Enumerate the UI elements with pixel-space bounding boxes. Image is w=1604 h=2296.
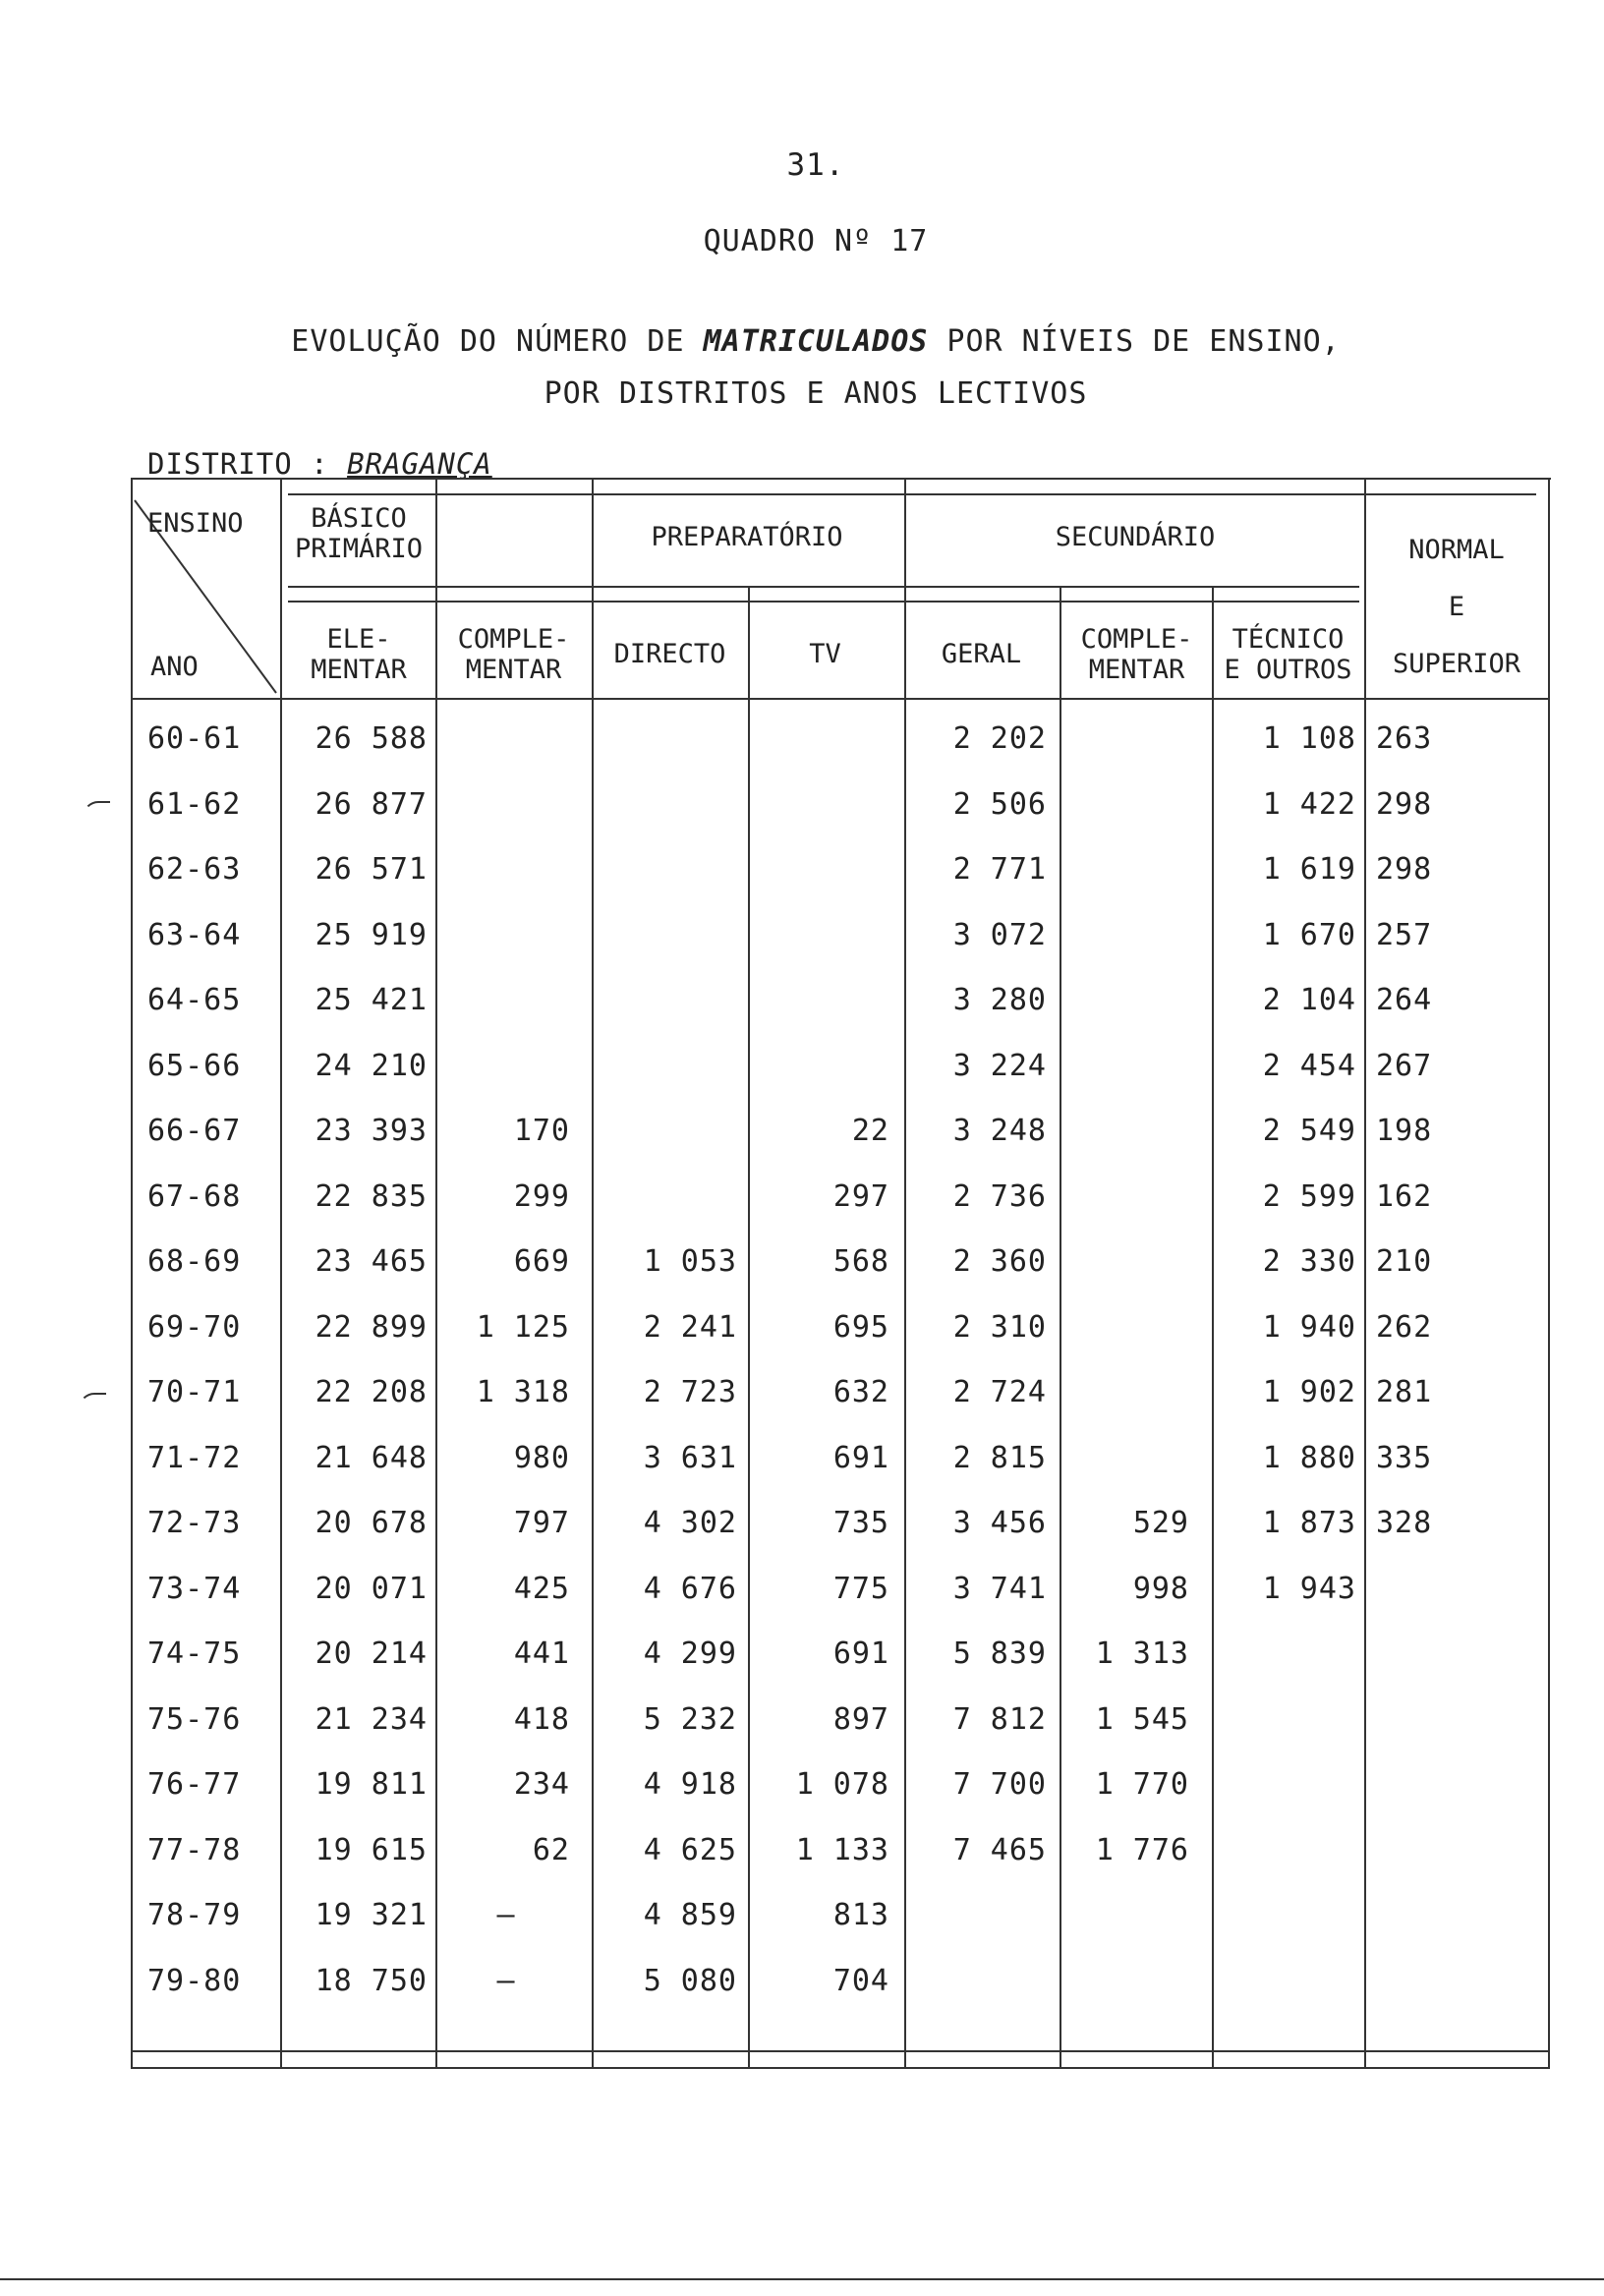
cell-normal-superior: 263 [1376,721,1433,756]
cell-normal-superior: 298 [1376,786,1433,822]
cell-complementar: 980 [513,1440,570,1475]
cell-tv: 297 [832,1178,889,1214]
column-rule [435,478,437,2067]
cell-tv: 691 [832,1440,889,1475]
cell-geral: 3 072 [952,917,1047,952]
cell-geral: 7 812 [952,1701,1047,1737]
cell-sec-complementar: 1 776 [1095,1832,1189,1867]
column-rule [748,588,750,2067]
cell-normal-superior: 210 [1376,1244,1433,1279]
cell-geral: 3 248 [952,1114,1047,1148]
cell-tecnico: 2 454 [1262,1048,1356,1083]
cell-directo: 1 053 [643,1244,737,1279]
header-elementar [285,624,432,685]
header-ensino: ENSINO [147,508,244,539]
cell-complementar: — [496,1898,516,1932]
cell-ano: 74-75 [147,1636,242,1671]
district-line [147,447,492,481]
title-part-emphasis: MATRICULADOS [703,324,929,359]
cell-ano: 71-72 [147,1440,242,1475]
margin-mark [79,1393,106,1408]
cell-normal-superior: 328 [1376,1506,1433,1540]
cell-elementar: 19 811 [315,1767,428,1802]
cell-complementar: 62 [532,1832,570,1867]
cell-elementar: 26 877 [315,786,428,822]
cell-complementar: 170 [513,1114,570,1148]
cell-tv: 704 [832,1963,889,1998]
cell-ano: 61-62 [147,786,242,822]
cell-normal-superior: 281 [1376,1375,1433,1409]
cell-ano: 77-78 [147,1832,242,1867]
cell-geral: 5 839 [952,1636,1047,1671]
cell-elementar: 25 421 [315,983,428,1017]
header-elementar-l1: ELE- [326,624,391,655]
page-bottom-rule [0,2278,1604,2280]
cell-directo: 4 918 [643,1767,737,1802]
cell-sec-complementar: 529 [1132,1506,1189,1540]
cell-complementar: 1 125 [476,1309,570,1345]
bottom-rule [131,2067,1550,2069]
cell-elementar: 23 465 [315,1244,428,1279]
cell-geral: 2 506 [952,786,1047,822]
cell-tecnico: 1 873 [1262,1506,1356,1540]
table-number: QUADRO Nº 17 [703,224,929,258]
cell-geral: 3 456 [952,1506,1047,1540]
cell-ano: 68-69 [147,1244,242,1279]
district-value: BRAGANÇA [347,447,492,481]
cell-directo: 2 723 [643,1375,737,1409]
cell-tecnico: 1 902 [1262,1375,1356,1409]
header-normal-l1: NORMAL [1408,535,1505,565]
cell-ano: 79-80 [147,1963,242,1998]
header-directo: DIRECTO [613,639,726,669]
column-rule [1060,588,1061,2067]
cell-tecnico: 1 422 [1262,786,1356,822]
cell-normal-superior: 267 [1376,1048,1433,1083]
cell-ano: 70-71 [147,1375,242,1409]
cell-tv: 735 [832,1506,889,1540]
cell-directo: 5 232 [643,1701,737,1737]
header-tecnico [1212,624,1364,685]
header-geral: GERAL [941,639,1022,669]
cell-geral: 2 310 [952,1309,1047,1345]
cell-tv: 568 [832,1244,889,1279]
cell-elementar: 21 234 [315,1701,428,1737]
cell-normal-superior: 257 [1376,917,1433,952]
cell-sec-complementar: 998 [1132,1571,1189,1606]
cell-complementar: 669 [513,1244,570,1279]
header-elementar-l2: MENTAR [311,655,407,685]
header-rule [288,493,1536,495]
column-rule [1548,478,1550,2067]
cell-tecnico: 2 330 [1262,1244,1356,1279]
cell-elementar: 23 393 [315,1114,428,1148]
cell-ano: 62-63 [147,852,242,887]
header-tv: TV [809,639,841,669]
cell-directo: 5 080 [643,1963,737,1998]
cell-ano: 69-70 [147,1309,242,1345]
cell-normal-superior: 264 [1376,983,1433,1017]
cell-sec-complementar: 1 770 [1095,1767,1189,1802]
cell-elementar: 22 835 [315,1178,428,1214]
cell-complementar: — [496,1963,516,1998]
cell-elementar: 26 588 [315,721,428,756]
cell-elementar: 20 214 [315,1636,428,1671]
cell-elementar: 20 678 [315,1506,428,1540]
header-tecnico-l1: TÉCNICO [1232,624,1345,655]
header-sec-complementar [1061,624,1212,685]
cell-ano: 64-65 [147,983,242,1017]
header-tecnico-l2: E OUTROS [1224,655,1352,685]
cell-complementar: 441 [513,1636,570,1671]
cell-elementar: 25 919 [315,917,428,952]
cell-ano: 72-73 [147,1506,242,1540]
cell-tecnico: 1 108 [1262,721,1356,756]
header-normal-l2: E [1448,592,1465,622]
column-rule [131,478,133,2067]
header-normal-l3: SUPERIOR [1392,649,1521,679]
cell-complementar: 234 [513,1767,570,1802]
column-rule [904,478,906,2067]
cell-ano: 63-64 [147,917,242,952]
header-basico-l2: PRIMÁRIO [294,534,424,564]
cell-tv: 691 [832,1636,889,1671]
column-rule [592,478,594,2067]
cell-geral: 7 700 [952,1767,1047,1802]
cell-tv: 632 [832,1375,889,1409]
cell-tv: 1 078 [795,1767,889,1802]
cell-directo: 4 625 [643,1832,737,1867]
column-rule [1364,478,1366,2067]
cell-tecnico: 2 104 [1262,983,1356,1017]
cell-ano: 65-66 [147,1048,242,1083]
header-basico [285,503,432,564]
cell-elementar: 19 615 [315,1832,428,1867]
cell-tecnico: 1 943 [1262,1571,1356,1606]
cell-elementar: 20 071 [315,1571,428,1606]
cell-normal-superior: 298 [1376,852,1433,887]
cell-ano: 76-77 [147,1767,242,1802]
cell-tv: 813 [832,1898,889,1932]
header-sec-complementar-l2: MENTAR [1088,655,1185,685]
cell-elementar: 22 208 [315,1375,428,1409]
cell-tecnico: 2 599 [1262,1178,1356,1214]
cell-geral: 2 360 [952,1244,1047,1279]
cell-normal-superior: 198 [1376,1114,1433,1148]
table-title-line2: POR DISTRITOS E ANOS LECTIVOS [544,376,1088,411]
bottom-rule [131,2050,1550,2052]
cell-tecnico: 2 549 [1262,1114,1356,1148]
cell-tv: 897 [832,1701,889,1737]
cell-ano: 73-74 [147,1571,242,1606]
column-rule [280,478,282,2067]
cell-directo: 4 859 [643,1898,737,1932]
title-part-1: EVOLUÇÃO DO NÚMERO DE [291,324,704,359]
cell-complementar: 425 [513,1571,570,1606]
page-number: 31. [786,147,845,183]
cell-elementar: 21 648 [315,1440,428,1475]
cell-sec-complementar: 1 313 [1095,1636,1189,1671]
cell-complementar: 797 [513,1506,570,1540]
cell-tv: 1 133 [795,1832,889,1867]
header-basico-l1: BÁSICO [311,503,407,534]
header-complementar [437,624,590,685]
cell-geral: 2 736 [952,1178,1047,1214]
cell-directo: 2 241 [643,1309,737,1345]
cell-tecnico: 1 619 [1262,852,1356,887]
cell-geral: 2 815 [952,1440,1047,1475]
cell-elementar: 18 750 [315,1963,428,1998]
cell-tv: 775 [832,1571,889,1606]
header-complementar-l1: COMPLE- [457,624,570,655]
header-rule [131,478,1550,480]
header-normal [1364,522,1549,693]
district-label: DISTRITO : [147,447,348,481]
cell-geral: 3 224 [952,1048,1047,1083]
cell-directo: 4 299 [643,1636,737,1671]
header-rule [288,601,1359,603]
cell-directo: 3 631 [643,1440,737,1475]
cell-complementar: 299 [513,1178,570,1214]
header-ano: ANO [150,652,199,682]
cell-directo: 4 302 [643,1506,737,1540]
cell-geral: 3 280 [952,983,1047,1017]
cell-elementar: 19 321 [315,1898,428,1932]
header-preparatorio: PREPARATÓRIO [651,522,843,552]
cell-ano: 67-68 [147,1178,242,1214]
cell-geral: 2 724 [952,1375,1047,1409]
header-complementar-l2: MENTAR [465,655,562,685]
header-rule [288,586,1359,588]
cell-normal-superior: 162 [1376,1178,1433,1214]
cell-geral: 7 465 [952,1832,1047,1867]
cell-tecnico: 1 670 [1262,917,1356,952]
title-part-3: POR NÍVEIS DE ENSINO, [928,324,1341,359]
header-secundario: SECUNDÁRIO [1055,522,1216,552]
column-rule [1212,588,1214,2067]
cell-complementar: 1 318 [476,1375,570,1409]
cell-elementar: 24 210 [315,1048,428,1083]
cell-tecnico: 1 880 [1262,1440,1356,1475]
cell-ano: 75-76 [147,1701,242,1737]
cell-tv: 695 [832,1309,889,1345]
cell-normal-superior: 262 [1376,1309,1433,1345]
cell-elementar: 26 571 [315,852,428,887]
cell-ano: 78-79 [147,1898,242,1932]
cell-geral: 2 202 [952,721,1047,756]
cell-normal-superior: 335 [1376,1440,1433,1475]
cell-ano: 60-61 [147,721,242,756]
cell-directo: 4 676 [643,1571,737,1606]
cell-elementar: 22 899 [315,1309,428,1345]
cell-geral: 3 741 [952,1571,1047,1606]
cell-ano: 66-67 [147,1114,242,1148]
cell-tv: 22 [851,1114,889,1148]
cell-geral: 2 771 [952,852,1047,887]
margin-mark [83,801,110,817]
cell-complementar: 418 [513,1701,570,1737]
header-rule [131,698,1550,700]
table-title-line1 [0,324,1604,359]
header-sec-complementar-l1: COMPLE- [1080,624,1193,655]
cell-tecnico: 1 940 [1262,1309,1356,1345]
cell-sec-complementar: 1 545 [1095,1701,1189,1737]
